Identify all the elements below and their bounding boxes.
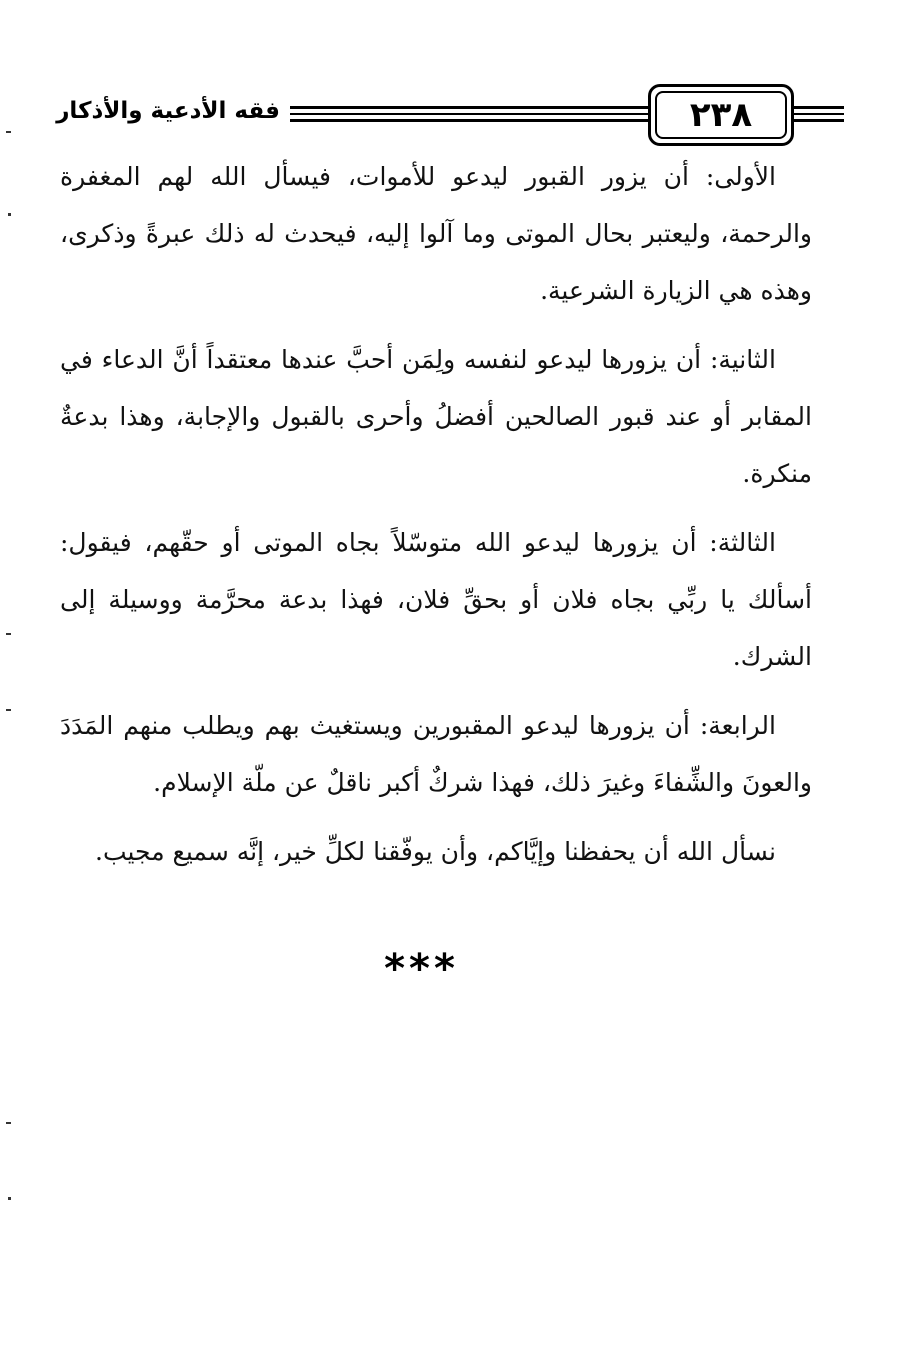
page-body (60, 148, 812, 892)
section-separator: *** (384, 946, 459, 992)
paragraph-second: الثانية: أن يزورها ليدعو لنفسه ولِمَن أحبَّ عندها معتقداً أنَّ الدعاء في المقابر أو عند قبور الصالحين أفضلُ وأحرى بالقبول والإجابة، وهذا بدعةٌ منكرة. (60, 345, 812, 488)
header-rule-left (290, 106, 708, 126)
page-number: ٢٣٨ (689, 95, 753, 135)
running-title: فقه الأدعية والأذكار (56, 98, 280, 124)
paragraph-closing: نسأل الله أن يحفظنا وإيَّاكم، وأن يوفّقنا لكلِّ خير، إنَّه سميع مجيب. (95, 837, 776, 866)
margin-mark (8, 213, 11, 216)
header-rule-right (794, 106, 844, 126)
margin-mark (6, 633, 11, 635)
paragraph-fourth: الرابعة: أن يزورها ليدعو المقبورين ويستغيث بهم ويطلب منهم المَدَدَ والعونَ والشِّفاءَ وغيرَ ذلك، فهذا شركٌ أكبر ناقلٌ عن ملّة الإسلام. (60, 711, 812, 797)
margin-mark (8, 1197, 11, 1200)
margin-mark (6, 131, 11, 133)
margin-mark (6, 709, 11, 711)
paragraph-third: الثالثة: أن يزورها ليدعو الله متوسّلاً بجاه الموتى أو حقّهم، فيقول: أسألك يا ربِّي بجاه فلان أو بحقِّ فلان، فهذا بدعة محرَّمة ووسيلة إلى الشرك. (60, 528, 812, 671)
paragraph-first: الأولى: أن يزور القبور ليدعو للأموات، فيسأل الله لهم المغفرة والرحمة، وليعتبر بحال الموتى وما آلوا إليه، فيحدث له ذلك عبرةً وذكرى، وهذه هي الزيارة الشرعية. (60, 162, 812, 305)
page-number-frame (648, 84, 794, 146)
margin-mark (6, 1122, 11, 1124)
page-header (56, 84, 808, 148)
